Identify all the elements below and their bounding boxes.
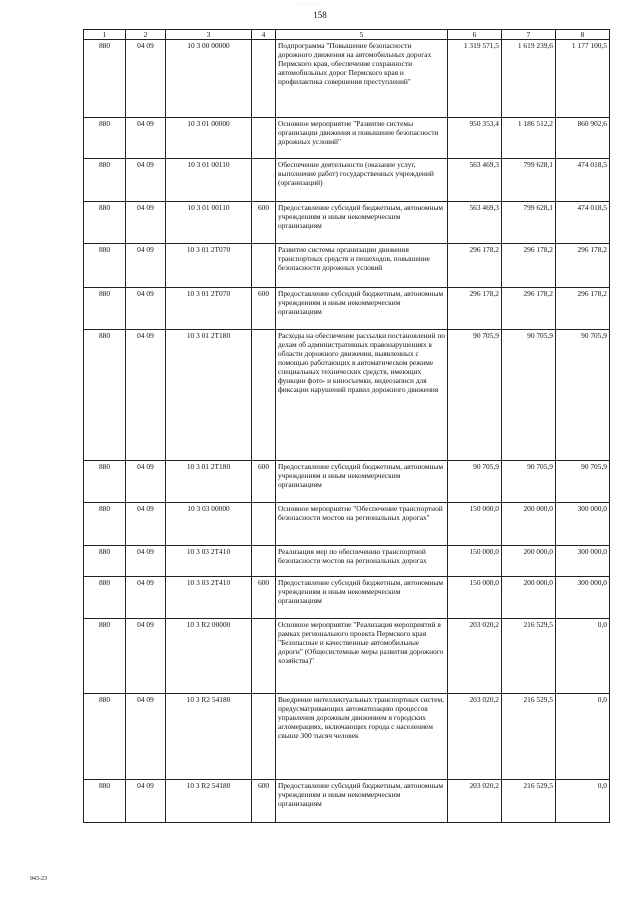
amount-col6-cell: 563 469,3 <box>448 159 502 202</box>
table-row <box>84 694 610 780</box>
expense-type-cell: 600 <box>252 288 276 330</box>
table-row <box>84 619 610 694</box>
expense-type-cell <box>252 694 276 780</box>
description-cell: Обеспечение деятельности (оказание услуг, выполнение работ) государственных учреждений (организаций) <box>276 159 448 202</box>
table-row <box>84 330 610 461</box>
amount-col7-cell: 216 529,5 <box>502 780 556 823</box>
section-code-cell: 04 09 <box>126 159 166 202</box>
expense-type-cell <box>252 244 276 288</box>
description-cell: Основное мероприятие "Обеспечение транспортной безопасности мостов на региональных дорогах" <box>276 503 448 546</box>
section-code-cell: 04 09 <box>126 503 166 546</box>
ministry-code-cell: 880 <box>84 780 126 823</box>
section-code-cell: 04 09 <box>126 619 166 694</box>
expense-type-cell <box>252 619 276 694</box>
ministry-code-cell: 880 <box>84 40 126 118</box>
description-cell: Предоставление субсидий бюджетным, автономным учреждениям и иным некоммерческим организациям <box>276 780 448 823</box>
column-header: 1 <box>84 30 126 40</box>
target-article-cell: 10 3 01 2Т180 <box>166 461 252 503</box>
section-code-cell: 04 09 <box>126 780 166 823</box>
amount-col8-cell: 296 178,2 <box>556 244 610 288</box>
amount-col8-cell: 1 177 100,5 <box>556 40 610 118</box>
amount-col8-cell: 90 705,9 <box>556 330 610 461</box>
table-row <box>84 40 610 118</box>
amount-col8-cell: 474 018,5 <box>556 159 610 202</box>
ministry-code-cell: 880 <box>84 546 126 577</box>
amount-col8-cell: 296 178,2 <box>556 288 610 330</box>
target-article-cell: 10 3 R2 54180 <box>166 694 252 780</box>
column-header: 6 <box>448 30 502 40</box>
amount-col6-cell: 150 000,0 <box>448 503 502 546</box>
expense-type-cell <box>252 330 276 461</box>
ministry-code-cell: 880 <box>84 577 126 619</box>
amount-col8-cell: 860 902,6 <box>556 118 610 159</box>
target-article-cell: 10 3 R2 54180 <box>166 780 252 823</box>
amount-col6-cell: 296 178,2 <box>448 288 502 330</box>
amount-col7-cell: 296 178,2 <box>502 288 556 330</box>
expense-type-cell: 600 <box>252 461 276 503</box>
expense-type-cell: 600 <box>252 577 276 619</box>
expense-type-cell <box>252 118 276 159</box>
amount-col6-cell: 150 000,0 <box>448 577 502 619</box>
amount-col6-cell: 1 319 571,5 <box>448 40 502 118</box>
section-code-cell: 04 09 <box>126 40 166 118</box>
target-article-cell: 10 3 01 2Т180 <box>166 330 252 461</box>
amount-col6-cell: 203 020,2 <box>448 694 502 780</box>
section-code-cell: 04 09 <box>126 202 166 244</box>
amount-col7-cell: 216 529,5 <box>502 694 556 780</box>
section-code-cell: 04 09 <box>126 694 166 780</box>
ministry-code-cell: 880 <box>84 288 126 330</box>
table-row <box>84 244 610 288</box>
table-row <box>84 159 610 202</box>
amount-col7-cell: 90 705,9 <box>502 330 556 461</box>
description-cell: Основное мероприятие "Реализация мероприятий в рамках регионального проекта Пермского края "Безопасные и качественные автомобильные дороги" (Общесистемные меры развития дорожного хозяйства)" <box>276 619 448 694</box>
amount-col8-cell: 0,0 <box>556 694 610 780</box>
description-cell: Предоставление субсидий бюджетным, автономным учреждениям и иным некоммерческим организациям <box>276 461 448 503</box>
column-header: 7 <box>502 30 556 40</box>
table-row <box>84 577 610 619</box>
section-code-cell: 04 09 <box>126 461 166 503</box>
target-article-cell: 10 3 R2 00000 <box>166 619 252 694</box>
amount-col8-cell: 0,0 <box>556 619 610 694</box>
ministry-code-cell: 880 <box>84 330 126 461</box>
table-row <box>84 461 610 503</box>
description-cell: Расходы на обеспечение рассылки постановлений по делам об административных правонарушениях в области дорожного движения, выявленных с помощью работающих в автоматическом режиме специальных технических средств, имеющих функции фото- и киносъемки, видеозаписи для фиксации нарушений правил дорожного движения <box>276 330 448 461</box>
amount-col7-cell: 200 000,0 <box>502 577 556 619</box>
target-article-cell: 10 3 01 00110 <box>166 202 252 244</box>
amount-col8-cell: 0,0 <box>556 780 610 823</box>
ministry-code-cell: 880 <box>84 159 126 202</box>
target-article-cell: 10 3 00 00000 <box>166 40 252 118</box>
column-header: 5 <box>276 30 448 40</box>
budget-table <box>83 29 610 823</box>
amount-col6-cell: 296 178,2 <box>448 244 502 288</box>
table-row <box>84 118 610 159</box>
section-code-cell: 04 09 <box>126 330 166 461</box>
amount-col6-cell: 203 020,2 <box>448 619 502 694</box>
amount-col7-cell: 200 000,0 <box>502 503 556 546</box>
target-article-cell: 10 3 03 00000 <box>166 503 252 546</box>
description-cell: Предоставление субсидий бюджетным, автономным учреждениям и иным некоммерческим организациям <box>276 202 448 244</box>
table-row <box>84 288 610 330</box>
expense-type-cell <box>252 40 276 118</box>
amount-col6-cell: 90 705,9 <box>448 461 502 503</box>
section-code-cell: 04 09 <box>126 118 166 159</box>
amount-col8-cell: 300 000,0 <box>556 577 610 619</box>
ministry-code-cell: 880 <box>84 694 126 780</box>
header-row <box>84 30 610 40</box>
amount-col8-cell: 300 000,0 <box>556 546 610 577</box>
description-cell: Внедрение интеллектуальных транспортных систем, предусматривающих автоматизацию процессов управления дорожным движением в городских агломерациях, включающих города с населением свыше 300 тысяч человек <box>276 694 448 780</box>
scan-marks: · · · <box>300 0 321 8</box>
target-article-cell: 10 3 01 2Т070 <box>166 288 252 330</box>
ministry-code-cell: 880 <box>84 244 126 288</box>
amount-col6-cell: 950 353,4 <box>448 118 502 159</box>
column-header: 4 <box>252 30 276 40</box>
amount-col7-cell: 200 000,0 <box>502 546 556 577</box>
section-code-cell: 04 09 <box>126 577 166 619</box>
target-article-cell: 10 3 03 2Т410 <box>166 577 252 619</box>
ministry-code-cell: 880 <box>84 118 126 159</box>
amount-col6-cell: 203 020,2 <box>448 780 502 823</box>
column-header: 8 <box>556 30 610 40</box>
document-code: 943-23 <box>30 876 47 882</box>
target-article-cell: 10 3 01 2Т070 <box>166 244 252 288</box>
section-code-cell: 04 09 <box>126 244 166 288</box>
expense-type-cell <box>252 159 276 202</box>
expense-type-cell <box>252 503 276 546</box>
amount-col6-cell: 150 000,0 <box>448 546 502 577</box>
description-cell: Развитие системы организации движения транспортных средств и пешеходов, повышение безопасности дорожных условий <box>276 244 448 288</box>
target-article-cell: 10 3 03 2Т410 <box>166 546 252 577</box>
amount-col7-cell: 1 186 512,2 <box>502 118 556 159</box>
expense-type-cell: 600 <box>252 780 276 823</box>
amount-col8-cell: 300 000,0 <box>556 503 610 546</box>
amount-col7-cell: 1 619 239,6 <box>502 40 556 118</box>
amount-col8-cell: 474 018,5 <box>556 202 610 244</box>
amount-col7-cell: 216 529,5 <box>502 619 556 694</box>
target-article-cell: 10 3 01 00110 <box>166 159 252 202</box>
ministry-code-cell: 880 <box>84 461 126 503</box>
amount-col6-cell: 90 705,9 <box>448 330 502 461</box>
amount-col7-cell: 799 628,1 <box>502 159 556 202</box>
table-row <box>84 202 610 244</box>
ministry-code-cell: 880 <box>84 503 126 546</box>
ministry-code-cell: 880 <box>84 202 126 244</box>
description-cell: Реализация мер по обеспечению транспортной безопасности мостов на региональных дорогах <box>276 546 448 577</box>
expense-type-cell: 600 <box>252 202 276 244</box>
amount-col7-cell: 296 178,2 <box>502 244 556 288</box>
description-cell: Предоставление субсидий бюджетным, автономным учреждениям и иным некоммерческим организациям <box>276 577 448 619</box>
column-header: 3 <box>166 30 252 40</box>
section-code-cell: 04 09 <box>126 288 166 330</box>
amount-col7-cell: 90 705,9 <box>502 461 556 503</box>
description-cell: Подпрограмма "Повышение безопасности дорожного движения на автомобильных дорогах Пермского края, обеспечение сохранности автомобильных дорог Пермского края и профилактика совершения преступлений" <box>276 40 448 118</box>
amount-col6-cell: 563 469,3 <box>448 202 502 244</box>
amount-col8-cell: 90 705,9 <box>556 461 610 503</box>
description-cell: Основное мероприятие "Развитие системы организации движения и повышение безопасности дорожных условий" <box>276 118 448 159</box>
expense-type-cell <box>252 546 276 577</box>
ministry-code-cell: 880 <box>84 619 126 694</box>
table-row <box>84 780 610 823</box>
amount-col7-cell: 799 628,1 <box>502 202 556 244</box>
table-row <box>84 503 610 546</box>
column-header: 2 <box>126 30 166 40</box>
description-cell: Предоставление субсидий бюджетным, автономным учреждениям и иным некоммерческим организациям <box>276 288 448 330</box>
target-article-cell: 10 3 01 00000 <box>166 118 252 159</box>
page-number: 158 <box>313 10 327 20</box>
table-row <box>84 546 610 577</box>
section-code-cell: 04 09 <box>126 546 166 577</box>
